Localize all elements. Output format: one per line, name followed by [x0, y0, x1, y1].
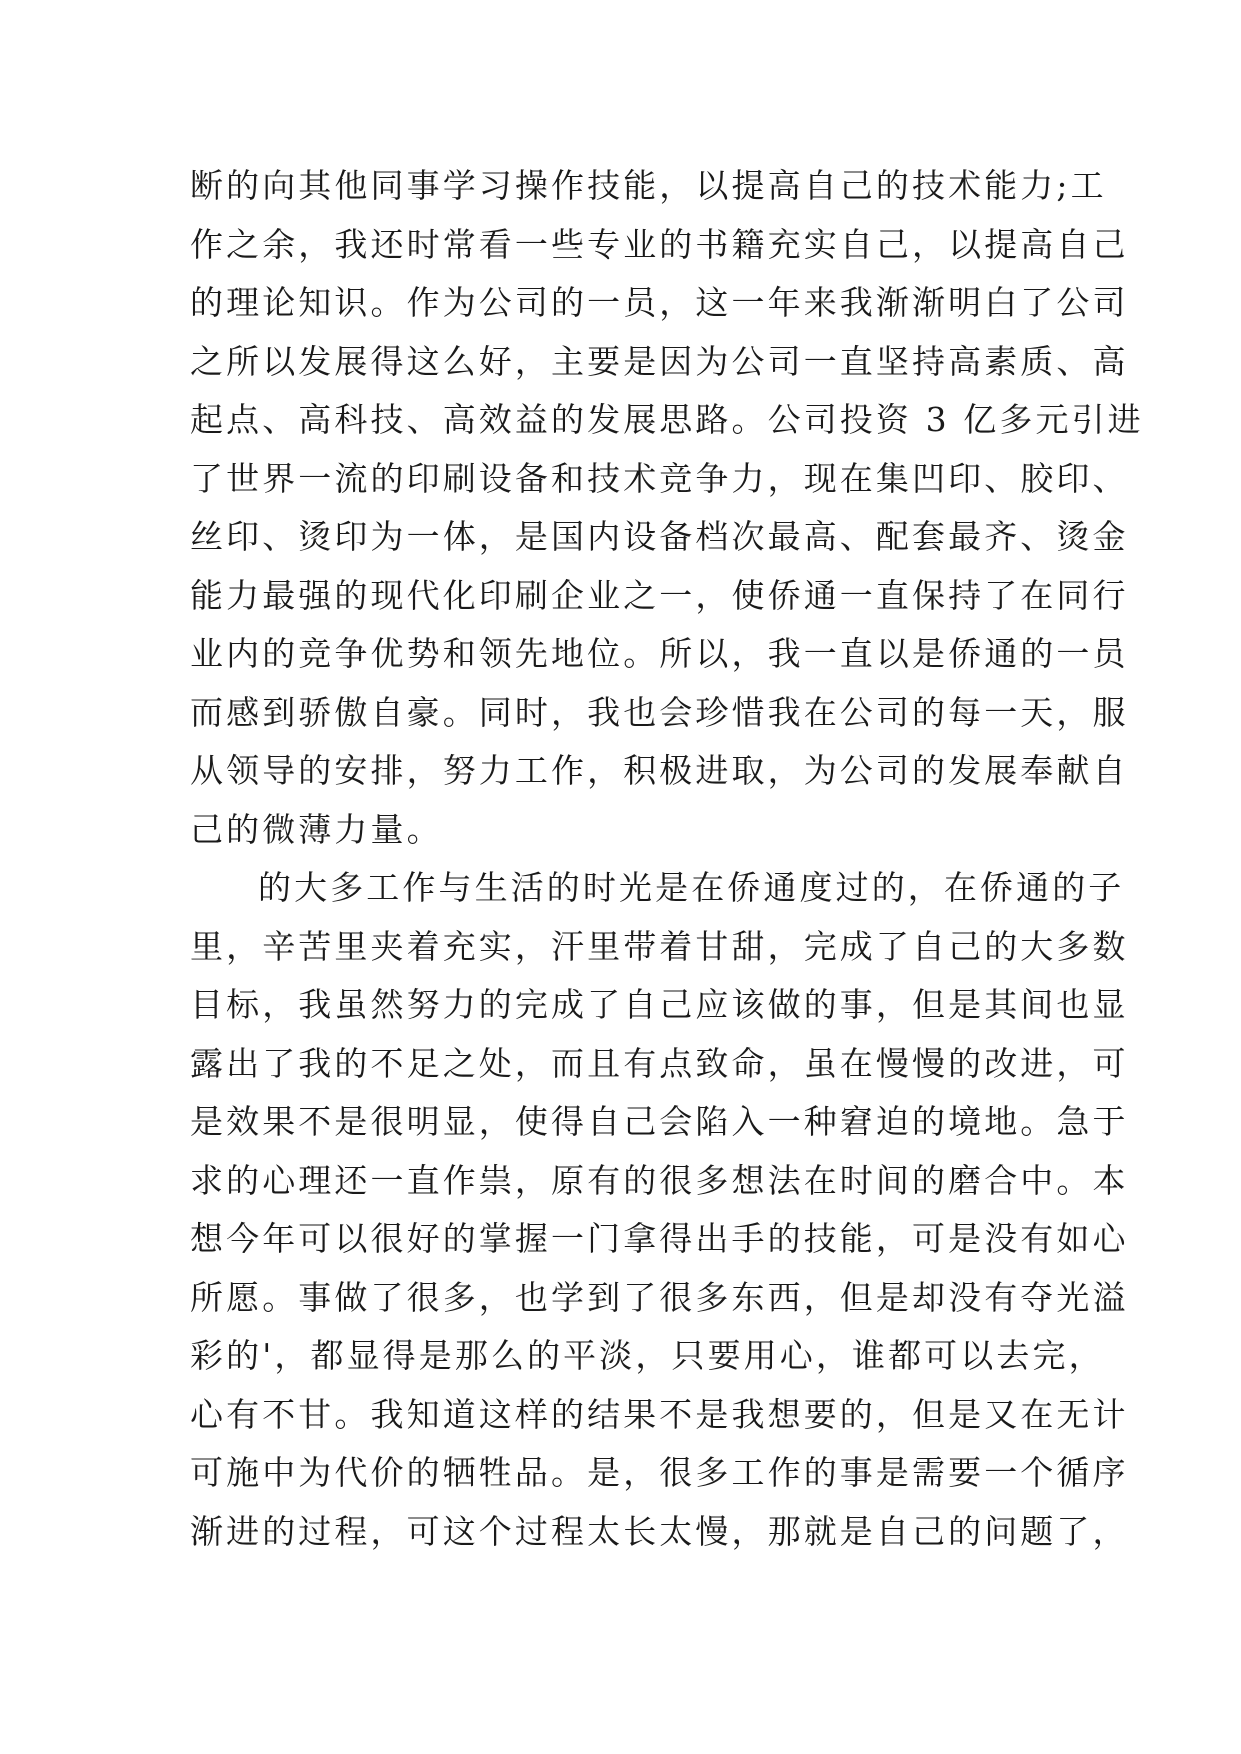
- text-line: 断的向其他同事学习操作技能，以提高自己的技术能力;工: [190, 166, 1107, 205]
- text-line: 作之余，我还时常看一些专业的书籍充实自己，以提高自己: [190, 224, 1129, 264]
- text-line: 心有不甘。我知道这样的结果不是我想要的，但是又在无计: [190, 1394, 1129, 1434]
- text-line: 起点、高科技、高效益的发展思路。公司投资 3 亿多元引进: [190, 400, 1144, 439]
- text-line: 的理论知识。作为公司的一员，这一年来我渐渐明白了公司: [190, 283, 1129, 322]
- text-line: 渐进的过程，可这个过程太长太慢，那就是自己的问题了，: [190, 1511, 1129, 1551]
- body-text: [190, 157, 1144, 1561]
- text-line: 目标，我虽然努力的完成了自己应该做的事，但是其间也显: [190, 985, 1129, 1024]
- text-line: 彩的'，都显得是那么的平淡，只要用心，谁都可以去完，: [190, 1336, 1105, 1375]
- text-line: 了世界一流的印刷设备和技术竞争力，现在集凹印、胶印、: [190, 458, 1129, 498]
- text-line: 可施中为代价的牺牲品。是，很多工作的事是需要一个循序: [190, 1453, 1129, 1492]
- text-line: 露出了我的不足之处，而且有点致命，虽在慢慢的改进，可: [190, 1043, 1129, 1083]
- text-line: 从领导的安排，努力工作，积极进取，为公司的发展奉献自: [190, 751, 1129, 790]
- text-line: 是效果不是很明显，使得自己会陷入一种窘迫的境地。急于: [190, 1102, 1129, 1141]
- text-line: 能力最强的现代化印刷企业之一，使侨通一直保持了在同行: [190, 575, 1129, 615]
- text-line: 想今年可以很好的掌握一门拿得出手的技能，可是没有如心: [190, 1219, 1129, 1258]
- text-line: 己的微薄力量。: [190, 809, 443, 849]
- text-line: 所愿。事做了很多，也学到了很多东西，但是却没有夺光溢: [190, 1277, 1129, 1317]
- text-line: 业内的竞争优势和领先地位。所以，我一直以是侨通的一员: [190, 634, 1129, 673]
- text-line: 里，辛苦里夹着充实，汗里带着甘甜，完成了自己的大多数: [190, 926, 1129, 966]
- text-line: 丝印、烫印为一体，是国内设备档次最高、配套最齐、烫金: [190, 517, 1129, 556]
- text-line: 而感到骄傲自豪。同时，我也会珍惜我在公司的每一天，服: [190, 692, 1129, 732]
- text-line: 求的心理还一直作祟，原有的很多想法在时间的磨合中。本: [190, 1160, 1129, 1200]
- paragraph-first-line: 的大多工作与生活的时光是在侨通度过的，在侨通的子: [258, 868, 1125, 907]
- text-line: 之所以发展得这么好，主要是因为公司一直坚持高素质、高: [190, 341, 1129, 381]
